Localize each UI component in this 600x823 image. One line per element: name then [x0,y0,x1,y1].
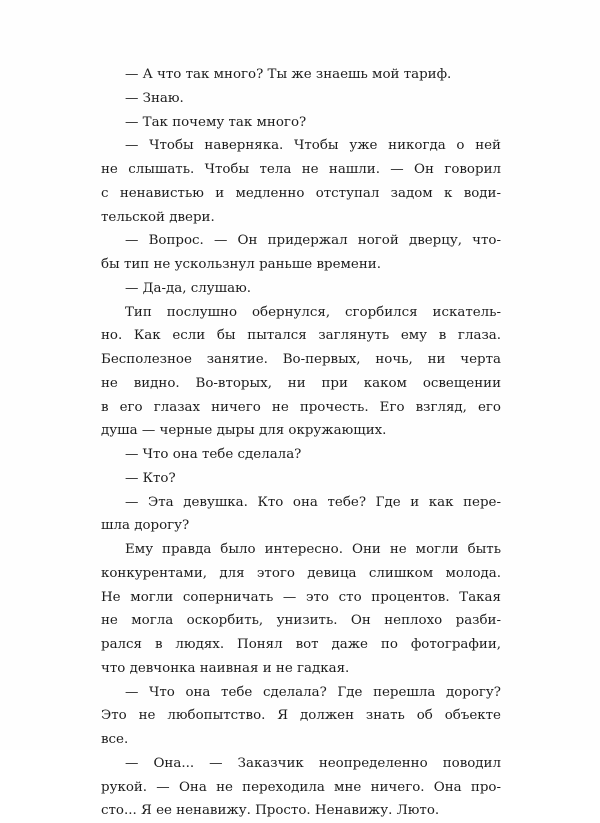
text-line: сто... Я ее ненавижу. Просто. Ненавижу. Люто. [101,803,440,819]
text-line: все. [101,732,129,747]
text-line: — Да-да, слушаю. [125,280,252,296]
text-line: что девчонка наивная и не гадкая. [101,660,350,676]
text-line: с ненавистью и медленно отступал задом к води- [101,185,501,201]
text-line: — Так почему так много? [125,114,307,130]
text-line: — Кто? [125,470,176,486]
text-line: рался в людях. Понял вот даже по фотографии, [101,637,501,652]
text-line: не могла оскорбить, унизить. Он неплохо разби- [101,613,501,629]
text-line: — Вопрос. — Он придержал ногой дверцу, что- [125,233,501,249]
text-line: тельской двери. [101,209,215,225]
text-line: — А что так много? Ты же знаешь мой тариф. [125,67,452,82]
text-line: в его глазах ничего не прочесть. Его взгляд, его [101,399,501,415]
text-line: не слышать. Чтобы тела не нашли. — Он говорил [101,162,501,177]
text-line: — Что она тебе сделала? Где перешла дорогу? [125,684,501,700]
text-line: — Чтобы наверняка. Чтобы уже никогда о ней [125,138,501,154]
text-line: Не могли соперничать — это сто процентов. Такая [101,589,501,605]
text-line: но. Как если бы пытался заглянуть ему в глаза. [101,328,501,344]
text-line: шла дорогу? [101,518,190,534]
text-line: конкурентами, для этого девица слишком молода. [101,565,501,581]
text-line: Бесполезное занятие. Во-первых, ночь, ни черта [101,352,501,367]
text-line: не видно. Во-вторых, ни при каком освещении [101,375,501,391]
text-line: Ему правда было интересно. Они не могли быть [125,542,501,557]
text-line: — Знаю. [125,90,184,106]
text-line: Тип послушно обернулся, сгорбился искатель- [125,304,501,320]
text-line: — Эта девушка. Кто она тебе? Где и как пере- [125,494,501,510]
page-text [101,63,501,823]
text-line: бы тип не ускользнул раньше времени. [101,257,381,272]
text-line: рукой. — Она не переходила мне ничего. Она про- [101,779,501,795]
text-line: — Что она тебе сделала? [125,447,302,462]
text-line: душа — черные дыры для окружающих. [101,423,387,439]
text-line: Это не любопытство. Я должен знать об объекте [101,708,501,724]
text-line: — Она... — Заказчик неопределенно поводил [125,755,501,771]
